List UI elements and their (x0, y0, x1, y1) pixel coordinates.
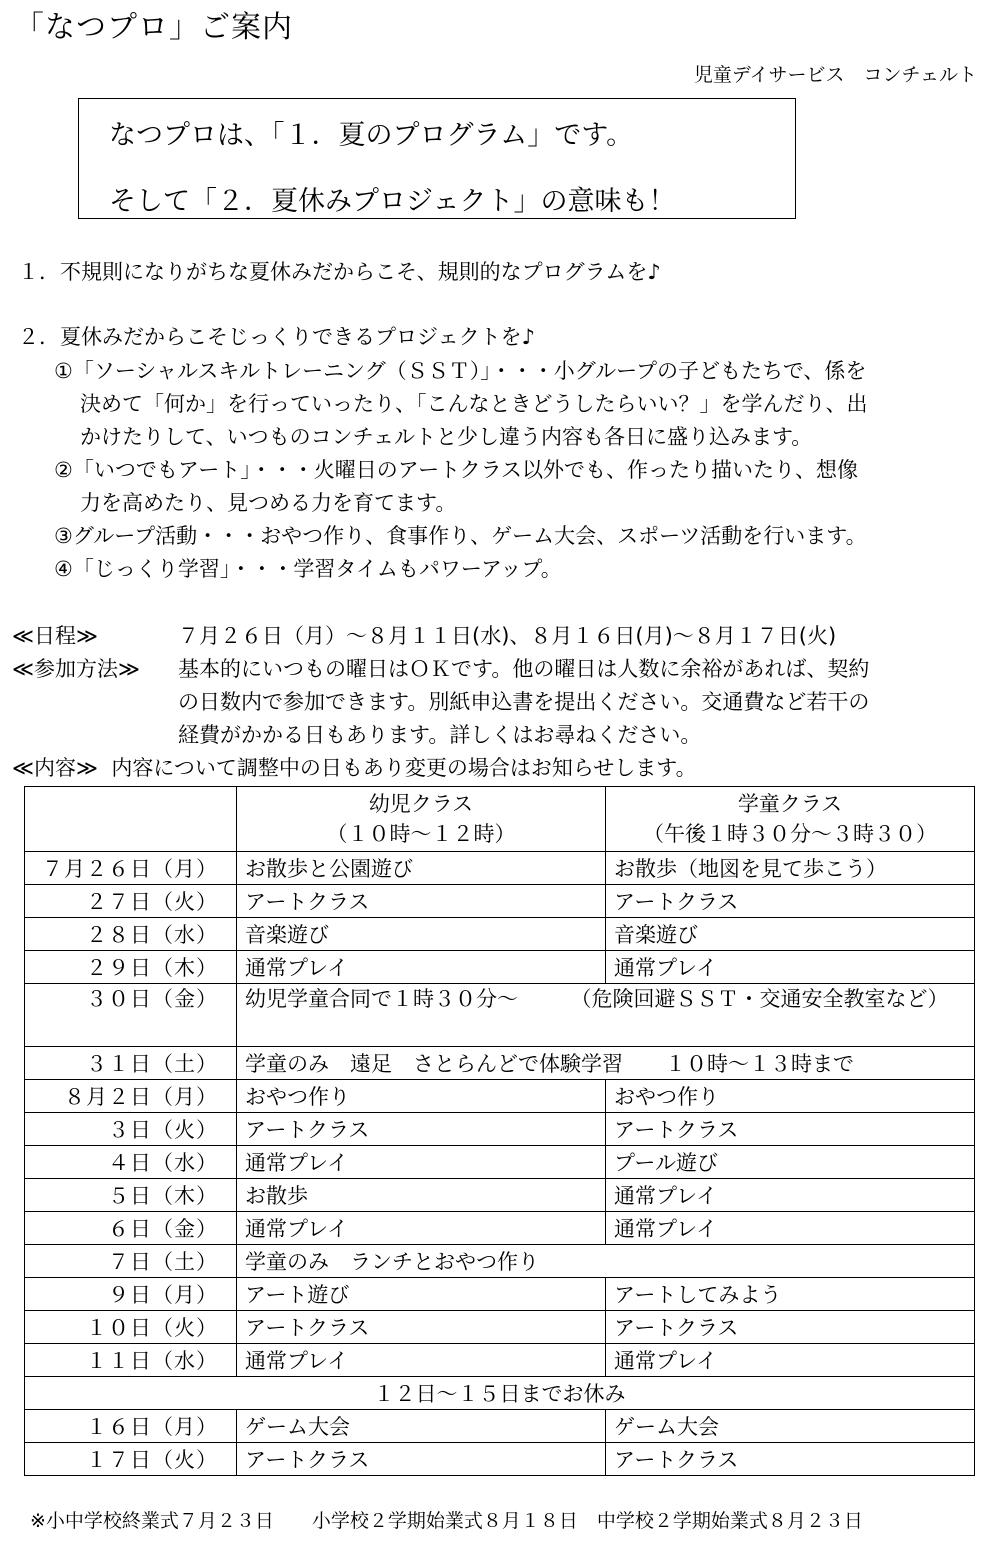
item-4: ④「じっくり学習」・・・学習タイムもパワーアップ。 (54, 557, 562, 581)
organization-name: 児童デイサービス コンチェルト (693, 64, 977, 86)
row-infant: アートクラス (237, 885, 606, 918)
content-value: 内容について調整中の日もあり変更の場合はお知らせします。 (111, 756, 697, 780)
table-row (25, 984, 975, 1047)
row-date: ３１日（土） (25, 1047, 237, 1080)
table-row (25, 1212, 975, 1245)
table-row (25, 918, 975, 951)
table-row (25, 1113, 975, 1146)
header-school (606, 787, 975, 852)
table-row (25, 1443, 975, 1476)
dates-value: ７月２６日（月）～８月１１日(水)、８月１６日(月)～８月１７日(火) (178, 624, 837, 648)
item-1-line-1: ①「ソーシャルスキルトレーニング（ＳＳＴ）」・・・小グループの子どもたちで、係を (54, 359, 867, 383)
page-title: 「なつプロ」ご案内 (14, 10, 293, 45)
row-date: ４日（水） (25, 1146, 237, 1179)
row-date: ８月２日（月） (25, 1080, 237, 1113)
table-row (25, 1146, 975, 1179)
table-row (25, 1311, 975, 1344)
content-label: ≪内容≫ (12, 756, 98, 780)
intro-line-1: なつプロは、「１．夏のプログラム」です。 (109, 120, 634, 151)
header-school-time: （午後１時３０分～３時３０） (643, 822, 937, 846)
row-infant: おやつ作り (237, 1080, 606, 1113)
holiday-row: １２日～１５日までお休み (25, 1377, 975, 1410)
row-school: 音楽遊び (606, 918, 975, 951)
row-school: アートクラス (606, 1113, 975, 1146)
table-row (25, 1080, 975, 1113)
table-row (25, 1245, 975, 1278)
schedule-table (24, 786, 975, 1476)
item-2-line-2: 力を高めたり、見つめる力を育てます。 (80, 491, 457, 515)
row-date: ６日（金） (25, 1212, 237, 1245)
dates-row (12, 620, 836, 653)
row-date: １７日（火） (25, 1443, 237, 1476)
table-row (25, 1278, 975, 1311)
row-date: ７月２６日（月） (25, 852, 237, 885)
intro-line-2: そして「２．夏休みプロジェクト」の意味も！ (109, 186, 676, 217)
row-school: プール遊び (606, 1146, 975, 1179)
table-row (25, 951, 975, 984)
row-infant: お散歩と公園遊び (237, 852, 606, 885)
item-2-line-1: ②「いつでもアート」・・・火曜日のアートクラス以外でも、作ったり描いたり、想像 (54, 458, 859, 482)
header-infant-time: （１０時～１２時） (326, 822, 516, 846)
row-infant: 通常プレイ (237, 1212, 606, 1245)
item-1-line-2: 決めて「何か」を行っていったり、「こんなときどうしたらいい？」を学んだり、出 (80, 392, 868, 416)
method-line-3: 経費がかかる日もあります。詳しくはお尋ねください。 (178, 723, 702, 747)
row-infant: アートクラス (237, 1113, 606, 1146)
item-3: ③グループ活動・・・おやつ作り、食事作り、ゲーム大会、スポーツ活動を行います。 (54, 524, 867, 548)
row-school: お散歩（地図を見て歩こう） (606, 852, 975, 885)
method-line-2: の日数内で参加できます。別紙申込書を提出ください。交通費など若干の (178, 690, 870, 714)
row-date: ２７日（火） (25, 885, 237, 918)
row-school: 通常プレイ (606, 1344, 975, 1377)
point-2: ２．夏休みだからこそじっくりできるプロジェクトを♪ (18, 325, 535, 349)
row-infant: ゲーム大会 (237, 1410, 606, 1443)
table-row (25, 852, 975, 885)
row-merged: 学童のみ ランチとおやつ作り (237, 1245, 975, 1278)
table-row (25, 1410, 975, 1443)
row-infant: アート遊び (237, 1278, 606, 1311)
row-date: ３０日（金） (25, 984, 237, 1047)
row-school: アートクラス (606, 1443, 975, 1476)
header-date (25, 787, 237, 852)
row-school: アートクラス (606, 885, 975, 918)
row-school: アートしてみよう (606, 1278, 975, 1311)
method-row (12, 653, 869, 686)
table-row (25, 1344, 975, 1377)
dates-label: ≪日程≫ (12, 624, 98, 648)
table-row (25, 1179, 975, 1212)
point-1: １．不規則になりがちな夏休みだからこそ、規則的なプログラムを♪ (18, 260, 661, 284)
row-infant: 通常プレイ (237, 951, 606, 984)
table-row (25, 885, 975, 918)
row-school: おやつ作り (606, 1080, 975, 1113)
footnote: ※小中学校終業式７月２３日 小学校２学期始業式８月１８日 中学校２学期始業式８月２３日 (30, 1510, 863, 1532)
table-row (25, 1047, 975, 1080)
row-infant: 音楽遊び (237, 918, 606, 951)
row-school: ゲーム大会 (606, 1410, 975, 1443)
row-infant: お散歩 (237, 1179, 606, 1212)
row-date: ２９日（木） (25, 951, 237, 984)
row-date: ９日（月） (25, 1278, 237, 1311)
row-date: ５日（木） (25, 1179, 237, 1212)
row-merged: 学童のみ 遠足 さとらんどで体験学習 １０時～１３時まで (237, 1047, 975, 1080)
row-school: 通常プレイ (606, 1212, 975, 1245)
header-infant (237, 787, 606, 852)
header-school-label: 学童クラス (737, 792, 843, 816)
row-date: １１日（水） (25, 1344, 237, 1377)
table-header-row (25, 787, 975, 852)
row-infant: アートクラス (237, 1443, 606, 1476)
row-infant: 通常プレイ (237, 1344, 606, 1377)
row-infant: 通常プレイ (237, 1146, 606, 1179)
row-infant: アートクラス (237, 1311, 606, 1344)
content-row (12, 752, 697, 785)
row-date: ２８日（水） (25, 918, 237, 951)
item-1-line-3: かけたりして、いつものコンチェルトと少し違う内容も各日に盛り込みます。 (80, 425, 813, 449)
row-date: ７日（土） (25, 1245, 237, 1278)
row-date: １０日（火） (25, 1311, 237, 1344)
table-row (25, 1377, 975, 1410)
row-date: ３日（火） (25, 1113, 237, 1146)
row-school: アートクラス (606, 1311, 975, 1344)
header-infant-label: 幼児クラス (368, 792, 474, 816)
row-date: １６日（月） (25, 1410, 237, 1443)
intro-box (78, 98, 796, 219)
method-label: ≪参加方法≫ (12, 657, 140, 681)
method-line-1: 基本的にいつもの曜日はＯＫです。他の曜日は人数に余裕があれば、契約 (178, 657, 870, 681)
row-school: 通常プレイ (606, 951, 975, 984)
row-school: 通常プレイ (606, 1179, 975, 1212)
row-merged: 幼児学童合同で１時３０分～ （危険回避ＳＳＴ・交通安全教室など） (237, 984, 975, 1047)
